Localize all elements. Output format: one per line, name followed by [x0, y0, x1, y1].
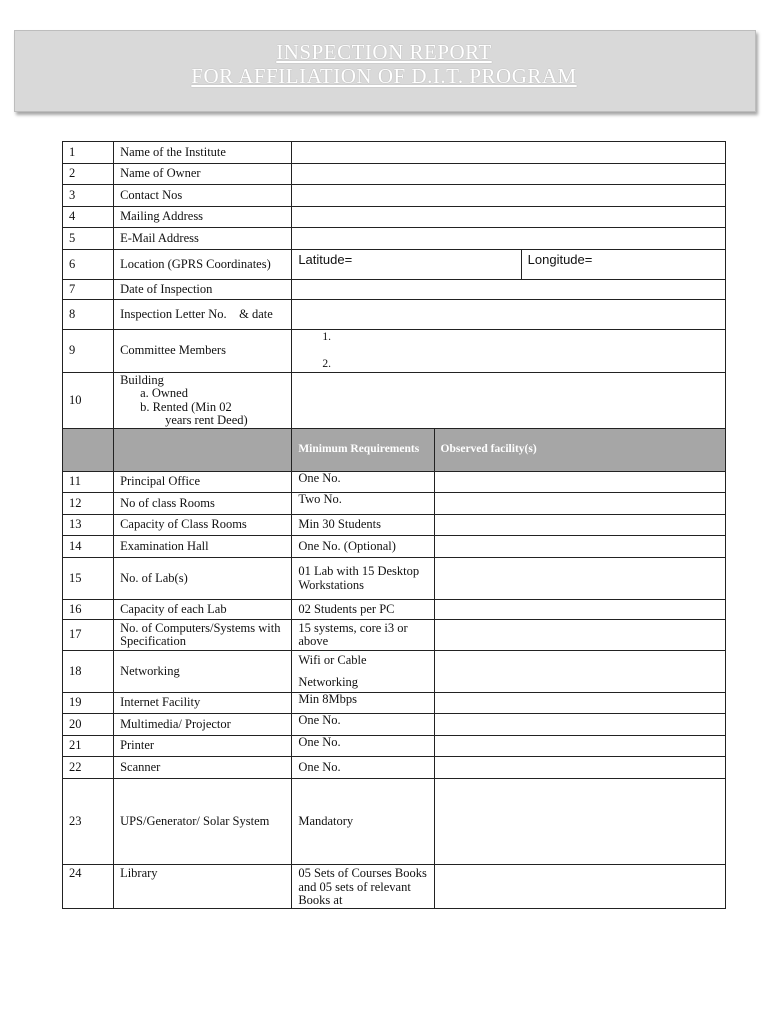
facility-row	[63, 515, 726, 536]
row-number: 17	[63, 620, 114, 651]
row-number: 2	[63, 164, 114, 185]
report-title-line2: FOR AFFILIATION OF D.I.T. PROGRAM	[191, 64, 577, 88]
blank-header	[114, 429, 292, 472]
blank-header	[63, 429, 114, 472]
longitude-field[interactable]: Longitude=	[527, 252, 593, 267]
member-item: 1.	[322, 330, 331, 343]
requirement: Wifi or Cable	[298, 653, 367, 667]
row-number: 23	[63, 779, 114, 865]
requirement: Networking	[298, 674, 359, 689]
contact-numbers-field[interactable]	[292, 185, 726, 207]
row-label: Multimedia/ Projector	[114, 714, 292, 736]
facility-row	[63, 536, 726, 558]
requirement: Min 8Mbps	[292, 693, 434, 714]
requirement: Mandatory	[292, 779, 434, 865]
row-number: 7	[63, 280, 114, 300]
row-number: 19	[63, 693, 114, 714]
row-number: 21	[63, 736, 114, 757]
row-label: Examination Hall	[114, 536, 292, 558]
facility-row	[63, 651, 726, 693]
row-number: 24	[63, 865, 114, 909]
observed-field[interactable]	[434, 757, 725, 779]
row-label: No. of Computers/Systems with Specification	[114, 620, 292, 651]
requirement: Min 30 Students	[292, 515, 434, 536]
requirement: 02 Students per PC	[292, 600, 434, 620]
form-row	[63, 250, 726, 280]
observed-field[interactable]	[434, 651, 725, 693]
row-number: 13	[63, 515, 114, 536]
facility-row	[63, 472, 726, 493]
form-row	[63, 185, 726, 207]
requirement: Two No.	[292, 493, 434, 515]
row-number: 20	[63, 714, 114, 736]
observed-field[interactable]	[434, 620, 725, 651]
observed-field[interactable]	[434, 693, 725, 714]
inspection-letter-field[interactable]	[292, 300, 726, 330]
row-number: 14	[63, 536, 114, 558]
row-label: Capacity of each Lab	[114, 600, 292, 620]
observed-field[interactable]	[434, 493, 725, 515]
row-label: Building	[120, 372, 164, 387]
observed-field[interactable]	[434, 515, 725, 536]
row-label: Printer	[114, 736, 292, 757]
form-row	[63, 142, 726, 164]
row-label: No of class Rooms	[114, 493, 292, 515]
observed-field[interactable]	[434, 779, 725, 865]
building-field[interactable]	[292, 373, 726, 429]
building-label-cell	[114, 373, 292, 429]
row-label: Inspection Letter No. & date	[114, 300, 292, 330]
facility-row	[63, 558, 726, 600]
row-label: Location (GPRS Coordinates)	[114, 250, 292, 280]
facility-row	[63, 493, 726, 515]
row-number: 12	[63, 493, 114, 515]
requirement: One No.	[292, 472, 434, 493]
row-number: 5	[63, 228, 114, 250]
observed-field[interactable]	[434, 865, 725, 909]
facility-row	[63, 620, 726, 651]
row-number: 18	[63, 651, 114, 693]
row-label: Networking	[114, 651, 292, 693]
requirement: One No.	[292, 714, 434, 736]
location-cell	[292, 250, 726, 280]
owner-name-field[interactable]	[292, 164, 726, 185]
row-number: 9	[63, 330, 114, 373]
requirement: 05 Sets of Courses Books and 05 sets of relevant Books at	[292, 865, 434, 909]
email-address-field[interactable]	[292, 228, 726, 250]
requirement: One No. (Optional)	[292, 536, 434, 558]
member-item: 2.	[322, 358, 331, 370]
row-number: 11	[63, 472, 114, 493]
row-number: 3	[63, 185, 114, 207]
row-number: 1	[63, 142, 114, 164]
requirement: One No.	[292, 736, 434, 757]
form-row	[63, 164, 726, 185]
facility-row	[63, 779, 726, 865]
observed-facility-header: Observed facility(s)	[434, 429, 725, 472]
form-row	[63, 207, 726, 228]
row-number: 22	[63, 757, 114, 779]
facility-row	[63, 600, 726, 620]
requirement-cell	[292, 651, 434, 693]
building-option: years rent Deed)	[165, 413, 248, 427]
observed-field[interactable]	[434, 600, 725, 620]
requirement: 01 Lab with 15 Desktop Workstations	[292, 558, 434, 600]
facility-header-row	[63, 429, 726, 472]
form-row	[63, 373, 726, 429]
row-number: 15	[63, 558, 114, 600]
latitude-field[interactable]: Latitude=	[292, 250, 521, 279]
committee-members-field[interactable]	[292, 330, 726, 373]
institute-name-field[interactable]	[292, 142, 726, 164]
row-label: Name of Owner	[114, 164, 292, 185]
observed-field[interactable]	[434, 558, 725, 600]
observed-field[interactable]	[434, 714, 725, 736]
requirement: 15 systems, core i3 or above	[292, 620, 434, 651]
row-number: 10	[63, 373, 114, 429]
row-label: Contact Nos	[114, 185, 292, 207]
row-label: Committee Members	[114, 330, 292, 373]
form-row	[63, 228, 726, 250]
row-label: Principal Office	[114, 472, 292, 493]
observed-field[interactable]	[434, 472, 725, 493]
row-label: Library	[114, 865, 292, 909]
row-number: 8	[63, 300, 114, 330]
row-label: UPS/Generator/ Solar System	[114, 779, 292, 865]
row-number: 16	[63, 600, 114, 620]
facility-row	[63, 736, 726, 757]
row-label: Capacity of Class Rooms	[114, 515, 292, 536]
row-label: No. of Lab(s)	[114, 558, 292, 600]
building-option: a. Owned	[140, 386, 188, 400]
facility-row	[63, 693, 726, 714]
row-label: Mailing Address	[114, 207, 292, 228]
requirement: One No.	[292, 757, 434, 779]
row-label: Name of the Institute	[114, 142, 292, 164]
row-number: 4	[63, 207, 114, 228]
report-title-line1: INSPECTION REPORT	[276, 40, 492, 64]
observed-field[interactable]	[434, 736, 725, 757]
form-row	[63, 280, 726, 300]
facility-row	[63, 757, 726, 779]
building-option: b. Rented (Min 02	[140, 399, 232, 414]
form-row	[63, 300, 726, 330]
observed-field[interactable]	[434, 536, 725, 558]
row-label: Date of Inspection	[114, 280, 292, 300]
inspection-date-field[interactable]	[292, 280, 726, 300]
mailing-address-field[interactable]	[292, 207, 726, 228]
row-label: E-Mail Address	[114, 228, 292, 250]
row-number: 6	[63, 250, 114, 280]
row-label: Scanner	[114, 757, 292, 779]
facility-row	[63, 865, 726, 909]
min-requirements-header: Minimum Requirements	[292, 429, 434, 472]
form-row	[63, 330, 726, 373]
facility-row	[63, 714, 726, 736]
inspection-form-table	[62, 141, 726, 909]
row-label: Internet Facility	[114, 693, 292, 714]
